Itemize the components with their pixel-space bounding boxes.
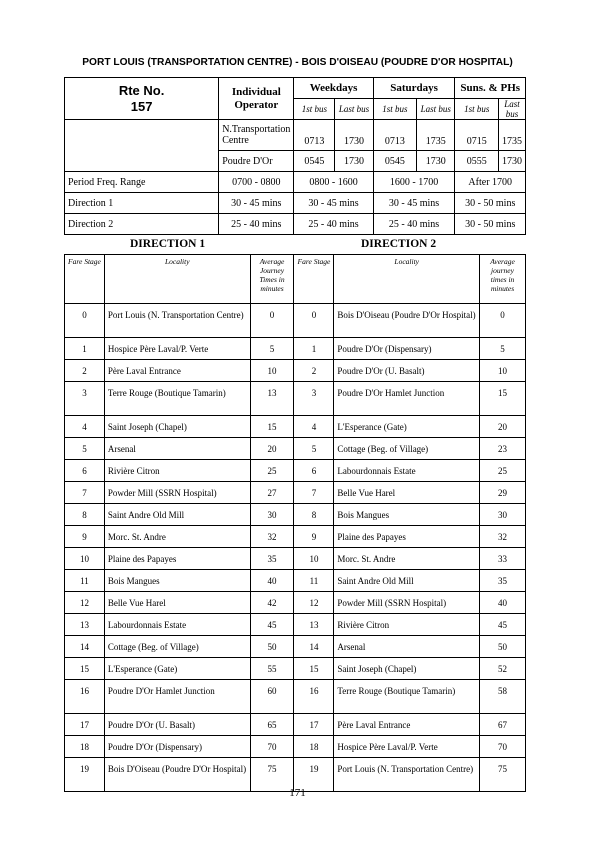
avg-time-cell: 10: [480, 360, 526, 382]
locality-cell: Saint Andre Old Mill: [104, 504, 250, 526]
stage-row: [65, 382, 526, 416]
avg-time-header: Average Journey Times in minutes: [250, 255, 294, 304]
locality-cell: Poudre D'Or (Dispensary): [104, 736, 250, 758]
locality-cell: Bois Mangues: [104, 570, 250, 592]
fare-stage-cell: 17: [65, 714, 105, 736]
avg-time-cell: 70: [250, 736, 294, 758]
locality-cell: Bois Mangues: [334, 504, 480, 526]
fare-stage-cell: 10: [294, 548, 334, 570]
time-cell: 0555: [455, 151, 499, 172]
fare-stage-cell: 1: [294, 338, 334, 360]
route-label: Rte No.: [118, 82, 165, 98]
freq-value: 25 - 40 mins: [373, 214, 455, 235]
avg-time-cell: 33: [480, 548, 526, 570]
stage-row: [65, 570, 526, 592]
locality-cell: L'Esperance (Gate): [334, 416, 480, 438]
fare-stage-cell: 13: [294, 614, 334, 636]
avg-time-cell: 0: [480, 304, 526, 338]
locality-cell: Poudre D'Or Hamlet Junction: [334, 382, 480, 416]
freq-value: 30 - 45 mins: [294, 193, 373, 214]
stage-row: [65, 438, 526, 460]
locality-cell: Poudre D'Or Hamlet Junction: [104, 680, 250, 714]
avg-time-cell: 50: [250, 636, 294, 658]
avg-time-cell: 45: [480, 614, 526, 636]
time-cell: 0713: [294, 120, 335, 151]
page-title: PORT LOUIS (TRANSPORTATION CENTRE) - BOIS D'OISEAU (POUDRE D'OR HOSPITAL): [82, 57, 513, 68]
fare-stage-cell: 16: [294, 680, 334, 714]
avg-time-cell: 5: [250, 338, 294, 360]
fare-stage-cell: 4: [294, 416, 334, 438]
avg-time-cell: 40: [250, 570, 294, 592]
locality-cell: Powder Mill (SSRN Hospital): [334, 592, 480, 614]
stage-row: [65, 304, 526, 338]
locality-cell: Plaine des Papayes: [334, 526, 480, 548]
time-cell: 1735: [499, 120, 526, 151]
locality-cell: Plaine des Papayes: [104, 548, 250, 570]
fare-stage-cell: 15: [65, 658, 105, 680]
stage-row: [65, 360, 526, 382]
stage-row: [65, 504, 526, 526]
avg-time-cell: 58: [480, 680, 526, 714]
stage-row: [65, 636, 526, 658]
freq-value: 30 - 45 mins: [219, 193, 294, 214]
locality-header: Locality: [334, 255, 480, 304]
time-cell: 1730: [499, 151, 526, 172]
fare-stage-cell: 15: [294, 658, 334, 680]
direction-2-title: DIRECTION 2: [361, 238, 437, 250]
locality-cell: Rivière Citron: [334, 614, 480, 636]
stage-row: [65, 338, 526, 360]
fare-stage-cell: 5: [294, 438, 334, 460]
locality-cell: Hospice Père Laval/P. Verte: [334, 736, 480, 758]
avg-time-cell: 20: [480, 416, 526, 438]
fare-stage-cell: 14: [65, 636, 105, 658]
stage-row: [65, 658, 526, 680]
avg-time-cell: 25: [480, 460, 526, 482]
time-cell: 1735: [417, 120, 455, 151]
time-cell: 1730: [335, 151, 373, 172]
fare-stage-cell: 12: [294, 592, 334, 614]
locality-cell: Labourdonnais Estate: [104, 614, 250, 636]
locality-cell: Arsenal: [334, 636, 480, 658]
stage-row: [65, 526, 526, 548]
fare-stage-cell: 18: [65, 736, 105, 758]
fare-stage-cell: 2: [294, 360, 334, 382]
avg-time-cell: 40: [480, 592, 526, 614]
fare-stage-cell: 8: [65, 504, 105, 526]
locality-cell: Cottage (Beg. of Village): [104, 636, 250, 658]
avg-time-cell: 25: [250, 460, 294, 482]
avg-time-cell: 55: [250, 658, 294, 680]
locality-cell: Rivière Citron: [104, 460, 250, 482]
freq-value: 0700 - 0800: [219, 172, 294, 193]
fare-stage-cell: 6: [65, 460, 105, 482]
time-cell: 0713: [373, 120, 417, 151]
locality-cell: L'Esperance (Gate): [104, 658, 250, 680]
locality-cell: Arsenal: [104, 438, 250, 460]
locality-cell: Terre Rouge (Boutique Tamarin): [334, 680, 480, 714]
fare-stage-cell: 3: [294, 382, 334, 416]
stage-row: [65, 416, 526, 438]
avg-time-cell: 67: [480, 714, 526, 736]
fare-stage-table: [64, 254, 526, 792]
fare-stage-cell: 14: [294, 636, 334, 658]
time-cell: 0545: [294, 151, 335, 172]
fare-stage-cell: 2: [65, 360, 105, 382]
freq-value: 30 - 50 mins: [455, 193, 526, 214]
freq-value: 25 - 40 mins: [219, 214, 294, 235]
subheader: Last bus: [335, 99, 373, 120]
locality-cell: Belle Vue Harel: [334, 482, 480, 504]
stage-row: [65, 460, 526, 482]
group-sundays: Suns. & PHs: [455, 78, 526, 99]
locality-cell: Powder Mill (SSRN Hospital): [104, 482, 250, 504]
locality-cell: Poudre D'Or (Dispensary): [334, 338, 480, 360]
time-cell: 0715: [455, 120, 499, 151]
avg-time-cell: 29: [480, 482, 526, 504]
stage-row: [65, 614, 526, 636]
time-cell: 0545: [373, 151, 417, 172]
route-number: 157: [130, 98, 153, 114]
fare-stage-cell: 11: [294, 570, 334, 592]
locality-header: Locality: [104, 255, 250, 304]
time-cell: 1730: [417, 151, 455, 172]
fare-stage-cell: 18: [294, 736, 334, 758]
avg-time-cell: 70: [480, 736, 526, 758]
locality-cell: Bois D'Oiseau (Poudre D'Or Hospital): [334, 304, 480, 338]
fare-stage-cell: 19: [65, 758, 105, 792]
fare-stage-cell: 10: [65, 548, 105, 570]
fare-stage-header: Fare Stage: [294, 255, 334, 304]
avg-time-cell: 52: [480, 658, 526, 680]
avg-time-cell: 23: [480, 438, 526, 460]
fare-stage-cell: 17: [294, 714, 334, 736]
locality-cell: Saint Joseph (Chapel): [104, 416, 250, 438]
fare-stage-cell: 7: [65, 482, 105, 504]
locality-cell: Port Louis (N. Transportation Centre): [334, 758, 480, 792]
fare-stage-cell: 9: [65, 526, 105, 548]
subheader: Last bus: [499, 99, 526, 120]
freq-value: 0800 - 1600: [294, 172, 373, 193]
freq-value: 25 - 40 mins: [294, 214, 373, 235]
locality-cell: Belle Vue Harel: [104, 592, 250, 614]
fare-stage-cell: 5: [65, 438, 105, 460]
timetable: [64, 77, 526, 235]
stage-row: [65, 482, 526, 504]
avg-time-cell: 75: [480, 758, 526, 792]
locality-cell: Poudre D'Or (U. Basalt): [104, 714, 250, 736]
avg-time-cell: 32: [480, 526, 526, 548]
avg-time-cell: 30: [250, 504, 294, 526]
avg-time-cell: 15: [250, 416, 294, 438]
locality-cell: Cottage (Beg. of Village): [334, 438, 480, 460]
avg-time-cell: 32: [250, 526, 294, 548]
subheader: 1st bus: [455, 99, 499, 120]
locality-cell: Saint Joseph (Chapel): [334, 658, 480, 680]
fare-stage-cell: 1: [65, 338, 105, 360]
freq-value: 30 - 50 mins: [455, 214, 526, 235]
avg-time-cell: 10: [250, 360, 294, 382]
fare-stage-cell: 16: [65, 680, 105, 714]
locality-cell: Labourdonnais Estate: [334, 460, 480, 482]
avg-time-cell: 15: [480, 382, 526, 416]
locality-cell: Père Laval Entrance: [334, 714, 480, 736]
stage-row: [65, 592, 526, 614]
avg-time-cell: 0: [250, 304, 294, 338]
fare-stage-cell: 0: [65, 304, 105, 338]
direction-1-title: DIRECTION 1: [130, 238, 206, 250]
freq-label: Period Freq. Range: [65, 172, 219, 193]
stage-row: [65, 680, 526, 714]
fare-stage-cell: 9: [294, 526, 334, 548]
group-saturdays: Saturdays: [373, 78, 455, 99]
freq-label: Direction 1: [65, 193, 219, 214]
avg-time-cell: 35: [480, 570, 526, 592]
fare-stage-cell: 12: [65, 592, 105, 614]
fare-stage-cell: 3: [65, 382, 105, 416]
stage-row: [65, 548, 526, 570]
avg-time-cell: 20: [250, 438, 294, 460]
freq-value: 1600 - 1700: [373, 172, 455, 193]
subheader: 1st bus: [294, 99, 335, 120]
fare-stage-cell: 4: [65, 416, 105, 438]
route-spacer: [65, 120, 219, 172]
fare-stage-cell: 6: [294, 460, 334, 482]
fare-stage-cell: 0: [294, 304, 334, 338]
stage-row: [65, 714, 526, 736]
stop-name: N.Transportation Centre: [219, 120, 294, 151]
avg-time-cell: 27: [250, 482, 294, 504]
freq-label: Direction 2: [65, 214, 219, 235]
fare-stage-cell: 8: [294, 504, 334, 526]
locality-cell: Bois D'Oiseau (Poudre D'Or Hospital): [104, 758, 250, 792]
avg-time-cell: 65: [250, 714, 294, 736]
group-weekdays: Weekdays: [294, 78, 373, 99]
page-number: 171: [289, 787, 306, 799]
locality-cell: Morc. St. Andre: [104, 526, 250, 548]
avg-time-cell: 30: [480, 504, 526, 526]
locality-cell: Saint Andre Old Mill: [334, 570, 480, 592]
avg-time-cell: 75: [250, 758, 294, 792]
route-number-cell: [65, 78, 219, 120]
locality-cell: Hospice Père Laval/P. Verte: [104, 338, 250, 360]
operator-header: Individual Operator: [219, 78, 294, 120]
avg-time-cell: 42: [250, 592, 294, 614]
locality-cell: Terre Rouge (Boutique Tamarin): [104, 382, 250, 416]
locality-cell: Poudre D'Or (U. Basalt): [334, 360, 480, 382]
stop-name: Poudre D'Or: [219, 151, 294, 172]
locality-cell: Père Laval Entrance: [104, 360, 250, 382]
locality-cell: Morc. St. Andre: [334, 548, 480, 570]
freq-value: 30 - 45 mins: [373, 193, 455, 214]
subheader: Last bus: [417, 99, 455, 120]
stage-row: [65, 736, 526, 758]
avg-time-cell: 5: [480, 338, 526, 360]
time-cell: 1730: [335, 120, 373, 151]
fare-stage-cell: 13: [65, 614, 105, 636]
fare-stage-cell: 7: [294, 482, 334, 504]
avg-time-header: Average journey times in minutes: [480, 255, 526, 304]
avg-time-cell: 50: [480, 636, 526, 658]
freq-value: After 1700: [455, 172, 526, 193]
avg-time-cell: 60: [250, 680, 294, 714]
fare-stage-cell: 11: [65, 570, 105, 592]
fare-stage-header: Fare Stage: [65, 255, 105, 304]
fare-stage-cell: 19: [294, 758, 334, 792]
subheader: 1st bus: [373, 99, 417, 120]
locality-cell: Port Louis (N. Transportation Centre): [104, 304, 250, 338]
avg-time-cell: 35: [250, 548, 294, 570]
avg-time-cell: 45: [250, 614, 294, 636]
avg-time-cell: 13: [250, 382, 294, 416]
